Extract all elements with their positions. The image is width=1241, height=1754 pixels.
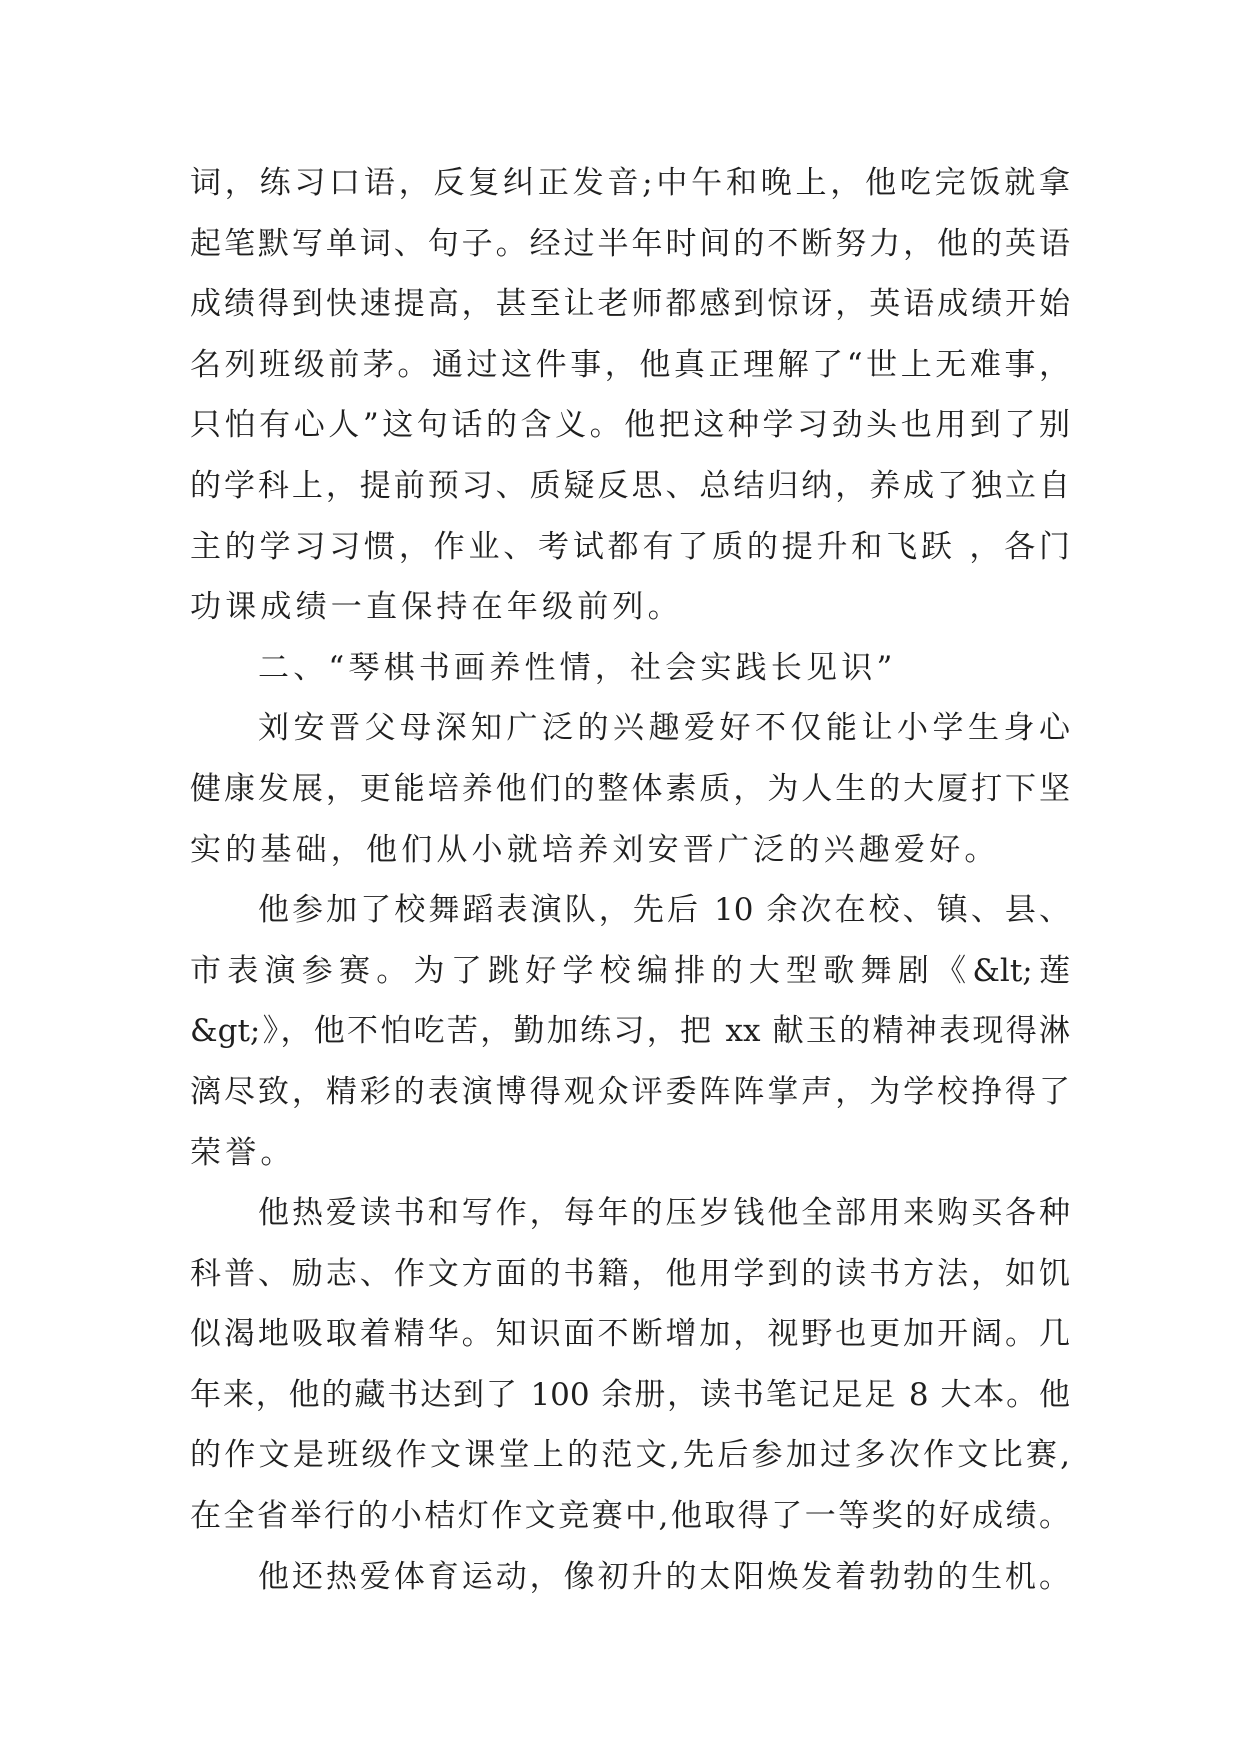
paragraph-reading	[190, 1183, 1070, 1547]
text-line: 他还热爱体育运动，像初升的太阳焕发着勃勃的生机。	[258, 1558, 1070, 1595]
text-line: 市表演参赛。为了跳好学校编排的大型歌舞剧《&lt;莲	[190, 952, 1070, 989]
text-line: 成绩得到快速提高，甚至让老师都感到惊讶，英语成绩开始	[190, 286, 1070, 323]
text-line: &gt;》，他不怕吃苦，勤加练习，把 xx 献玉的精神表现得淋	[190, 1013, 1070, 1050]
text-line: 他参加了校舞蹈表演队，先后 10 余次在校、镇、县、	[258, 892, 1070, 929]
text-line: 实的基础，他们从小就培养刘安晋广泛的兴趣爱好。	[190, 831, 1000, 868]
section-heading: 二、“琴棋书画养性情，社会实践长见识”	[258, 649, 897, 686]
paragraph-dance	[190, 880, 1070, 1183]
text-line: 似渴地吸取着精华。知识面不断增加，视野也更加开阔。几	[190, 1316, 1070, 1353]
text-line: 在全省举行的小桔灯作文竞赛中,他取得了一等奖的好成绩。	[190, 1498, 1070, 1535]
text-line: 功课成绩一直保持在年级前列。	[190, 589, 683, 626]
paragraph-sports	[190, 1547, 1070, 1608]
text-line: 主的学习习惯，作业、考试都有了质的提升和飞跃 ，各门	[190, 528, 1070, 565]
body-text	[190, 153, 1070, 1607]
text-line: 漓尽致，精彩的表演博得观众评委阵阵掌声，为学校挣得了	[190, 1073, 1070, 1110]
text-line: 刘安晋父母深知广泛的兴趣爱好不仅能让小学生身心	[258, 710, 1070, 747]
text-line: 的学科上，提前预习、质疑反思、总结归纳，养成了独立自	[190, 467, 1070, 504]
text-line: 名列班级前茅。通过这件事，他真正理解了“世上无难事，	[190, 346, 1070, 383]
text-line: 起笔默写单词、句子。经过半年时间的不断努力，他的英语	[190, 225, 1070, 262]
paragraph-study-habits	[190, 153, 1070, 638]
text-line: 年来，他的藏书达到了 100 余册，读书笔记足足 8 大本。他	[190, 1376, 1070, 1413]
paragraph-hobbies-intro	[190, 698, 1070, 880]
text-line: 的作文是班级作文课堂上的范文,先后参加过多次作文比赛,	[190, 1437, 1070, 1474]
text-line: 健康发展，更能培养他们的整体素质，为人生的大厦打下坚	[190, 770, 1070, 807]
text-line: 荣誉。	[190, 1134, 296, 1171]
text-line: 词，练习口语，反复纠正发音;中午和晚上，他吃完饭就拿	[190, 165, 1070, 201]
text-line: 只怕有心人”这句话的含义。他把这种学习劲头也用到了别	[190, 407, 1070, 444]
text-line: 科普、励志、作文方面的书籍，他用学到的读书方法，如饥	[190, 1255, 1070, 1292]
text-line: 他热爱读书和写作，每年的压岁钱他全部用来购买各种	[258, 1195, 1070, 1232]
